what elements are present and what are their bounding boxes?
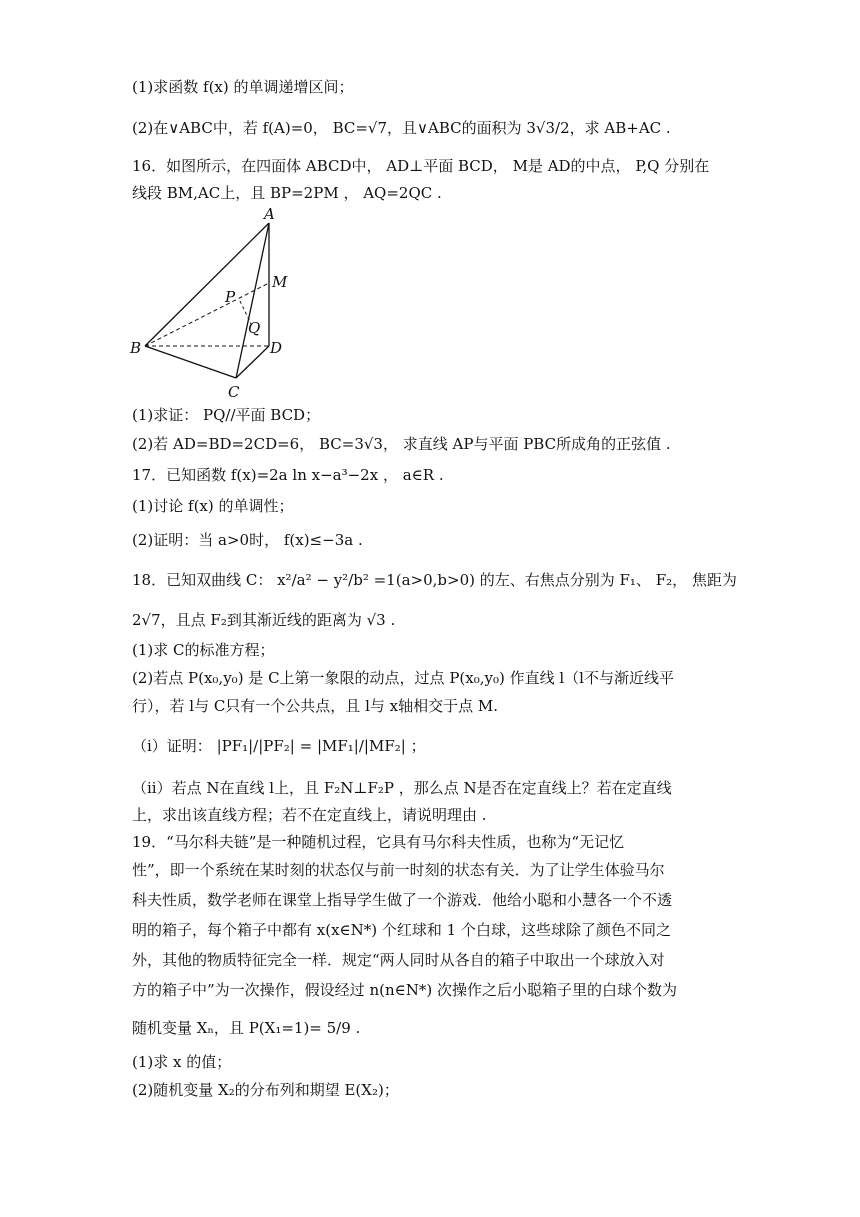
text-line-q16-stem-2: 线段 BM,AC上，且 BP=2PM ， AQ=2QC . <box>132 184 442 202</box>
text-line-q17-stem: 17．已知函数 f(x)=2a ln x−a³−2x ， a∈R . <box>132 466 444 484</box>
text-line-q19-part2: (2)随机变量 X₂的分布列和期望 E(X₂)； <box>132 1081 399 1099</box>
text-line-q18-part2-1: (2)若点 P(x₀,y₀) 是 C上第一象限的动点，过点 P(x₀,y₀) 作直线 l（l不与渐近线平 <box>132 669 674 687</box>
text-line-q18-part2-2: 行），若 l与 C只有一个公共点，且 l与 x轴相交于点 M. <box>132 697 499 715</box>
label-M: M <box>272 273 288 291</box>
label-B: B <box>130 339 142 357</box>
text-line-q16-part2: (2)若 AD=BD=2CD=6， BC=3√3， 求直线 AP与平面 PBC所成角的正弦值 . <box>132 435 671 453</box>
text-line-q19-stem-2: 性”，即一个系统在某时刻的状态仅与前一时刻的状态有关．为了让学生体验马尔 <box>132 861 665 879</box>
text-line-q15-part2: (2)在∨ABC中，若 f(A)=0， BC=√7，且∨ABC的面积为 3√3/2，求 AB+AC . <box>132 119 671 137</box>
text-line-q18-part1: (1)求 C的标准方程； <box>132 641 275 659</box>
text-line-q17-part2: (2)证明：当 a>0时， f(x)≤−3a . <box>132 531 363 549</box>
label-P: P <box>225 288 236 306</box>
text-line-q17-part1: (1)讨论 f(x) 的单调性； <box>132 497 294 515</box>
text-line-q18-part2-ii-1: （ii）若点 N在直线 l上，且 F₂N⊥F₂P ，那么点 N是否在定直线上？若在定直线 <box>132 779 672 797</box>
text-line-q18-part2-i: （i）证明： |PF₁|/|PF₂| = |MF₁|/|MF₂| ； <box>132 737 426 755</box>
text-line-q19-part1: (1)求 x 的值； <box>132 1053 232 1071</box>
text-line-q19-stem-4: 明的箱子，每个箱子中都有 x(x∈N*) 个红球和 1 个白球，这些球除了颜色不同之 <box>132 921 671 939</box>
edge-CD <box>236 346 269 378</box>
tetrahedron-svg <box>128 205 298 400</box>
edge-AC <box>236 223 269 378</box>
text-line-q16-part1: (1)求证： PQ//平面 BCD； <box>132 406 321 424</box>
label-C: C <box>228 383 240 401</box>
text-line-q18-stem-2: 2√7，且点 F₂到其渐近线的距离为 √3 . <box>132 611 396 629</box>
text-line-q16-stem-1: 16．如图所示，在四面体 ABCD中， AD⊥平面 BCD， M是 AD的中点， P,Q 分别在 <box>132 157 710 175</box>
edge-BC <box>145 346 236 378</box>
text-line-q15-part1: (1)求函数 f(x) 的单调递增区间； <box>132 78 354 96</box>
text-line-q19-stem-7: 随机变量 Xₙ，且 P(X₁=1)= 5/9 . <box>132 1019 361 1037</box>
tetrahedron-figure <box>128 205 298 400</box>
label-D: D <box>270 339 283 357</box>
text-line-q18-stem-1: 18．已知双曲线 C： x²/a² − y²/b² =1(a>0,b>0) 的左、右焦点分别为 F₁、 F₂， 焦距为 <box>132 571 737 589</box>
text-line-q18-part2-ii-2: 上，求出该直线方程；若不在定直线上，请说明理由 . <box>132 806 487 824</box>
label-Q: Q <box>248 319 261 337</box>
label-A: A <box>264 205 275 223</box>
text-line-q19-stem-1: 19．“马尔科夫链”是一种随机过程，它具有马尔科夫性质，也称为“无记忆 <box>132 833 625 851</box>
text-line-q19-stem-6: 方的箱子中”为一次操作，假设经过 n(n∈N*) 次操作之后小聪箱子里的白球个数为 <box>132 981 677 999</box>
text-line-q19-stem-3: 科夫性质，数学老师在课堂上指导学生做了一个游戏．他给小聪和小慧各一个不透 <box>132 891 673 909</box>
text-line-q19-stem-5: 外，其他的物质特征完全一样．规定“两人同时从各自的箱子中取出一个球放入对 <box>132 951 665 969</box>
